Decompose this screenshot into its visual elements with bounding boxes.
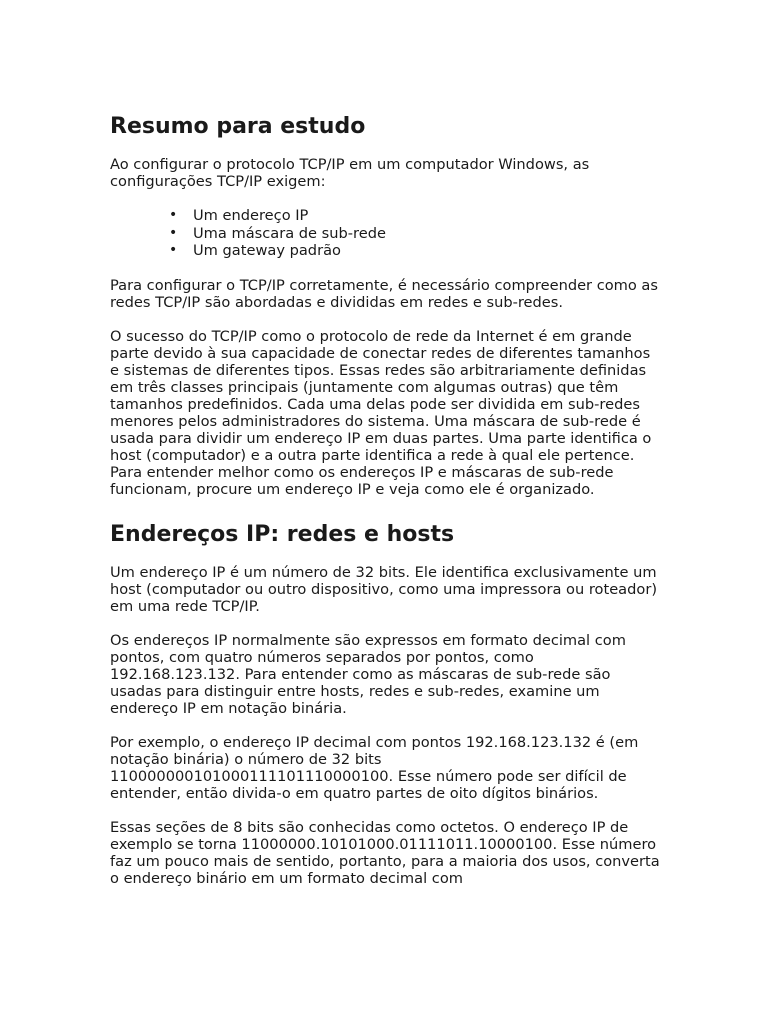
bullet-icon: • — [169, 224, 178, 241]
section-title-resumo: Resumo para estudo — [110, 114, 366, 139]
list-item-text: Um gateway padrão — [193, 242, 341, 259]
requirements-list — [110, 207, 662, 260]
paragraph-configure-tcpip: Para configurar o TCP/IP corretamente, é necessário compreender como as redes TCP/IP são abordadas e divididas em redes e sub-redes. — [110, 276, 658, 311]
document-page — [110, 112, 662, 904]
paragraph-ip-32-bits: Um endereço IP é um número de 32 bits. Ele identifica exclusivamente um host (computador ou outro dispositivo, como uma impressora ou roteador) em uma rede TCP/IP. — [110, 563, 658, 615]
list-item — [169, 207, 662, 225]
bullet-icon: • — [169, 207, 178, 223]
bullet-icon: • — [169, 242, 178, 258]
paragraph-binary-example: Por exemplo, o endereço IP decimal com pontos 192.168.123.132 é (em notação binária) o número de 32 bits 110000000101000111101110000100. Esse número pode ser difícil de entender, então divida-o em quatro partes de oito dígitos binários. — [110, 733, 639, 802]
section-title-enderecos-ip: Endereços IP: redes e hosts — [110, 521, 455, 547]
paragraph-decimal-format: Os endereços IP normalmente são expressos em formato decimal com pontos, com quatro números separados por pontos, como 192.168.123.132. Para entender como as máscaras de sub-rede são usadas para distinguir entre hosts, redes e sub-redes, examine um endereço IP em notação binária. — [110, 631, 626, 717]
paragraph-tcpip-success: O sucesso do TCP/IP como o protocolo de rede da Internet é em grande parte devido à sua capacidade de conectar redes de diferentes tamanhos e sistemas de diferentes tipos. Essas redes são arbitrariamente definidas em três classes principais (juntamente com algumas outras) que têm tamanhos predefinidos. Cada uma delas pode ser dividida em sub-redes menores pelos administradores do sistema. Uma máscara de sub-rede é usada para dividir um endereço IP em duas partes. Uma parte identifica o host (computador) e a outra parte identifica a rede à qual ele pertence. Para entender melhor como os endereços IP e máscaras de sub-rede funcionam, procure um endereço IP e veja como ele é organizado. — [110, 327, 652, 498]
list-item-text: Um endereço IP — [193, 207, 309, 224]
list-item — [169, 242, 662, 260]
intro-paragraph: Ao configurar o protocolo TCP/IP em um computador Windows, as configurações TCP/IP exigem: — [110, 156, 590, 190]
paragraph-octets: Essas seções de 8 bits são conhecidas como octetos. O endereço IP de exemplo se torna 11000000.10101000.01111011.10000100. Esse número faz um pouco mais de sentido, portanto, para a maioria dos usos, converta o endereço binário em um formato decimal com — [110, 818, 660, 887]
list-item-text: Uma máscara de sub-rede — [193, 224, 386, 242]
list-item — [169, 224, 662, 243]
